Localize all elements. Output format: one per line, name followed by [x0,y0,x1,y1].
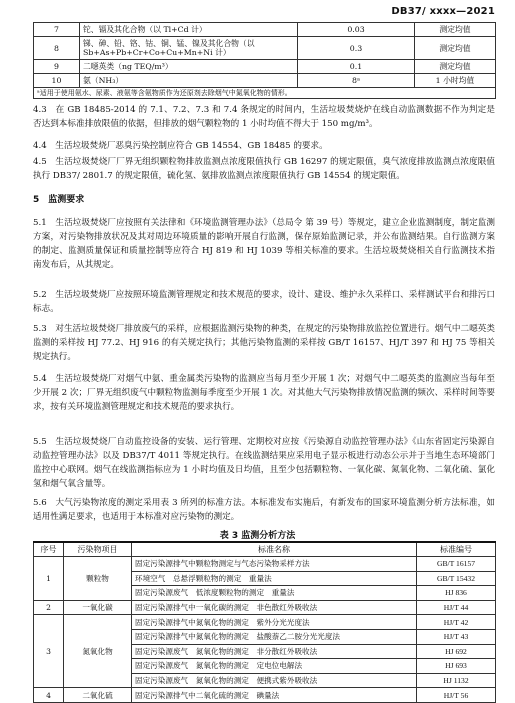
paragraph-5-5: 5.5 生活垃圾焚烧厂自动监控设备的安装、运行管理、定期校对应按《污染源自动监控管理办法》《山东省固定污染源自动监控管理办法》以及 DB37/T 4011 等规定执行。在线监测结果应采用电子显示板进行动态公示并于当地生态环境部门监控中心联网。烟气在线监测指标应为 1 小时均值及日均值，且至少包括颗粒物、一氧化碳、氮氧化物、二氧化硫、氯化氢和烟气氧含量等。 [33,437,495,489]
standard-code: GB/T 16157 [417,557,496,572]
table-row [34,37,496,60]
table-row [34,557,496,572]
group-number: 2 [34,600,64,615]
limit-value: 0.1 [298,60,415,74]
table-footnote-row [34,88,496,99]
section-heading: 5 监测要求 [33,195,85,205]
paragraph-4-5: 4.5 生活垃圾焚烧厂厂界无组织颗粒物排放监测点浓度限值执行 GB 16297 的规定限值，臭气浓度排放监测点浓度限值执行 DB37/ 2801.7 的规定限值，硫化氢、氨排放监测点浓度限值执行 GB 14554 的规定限值。 [33,157,495,181]
paragraph-5-6: 5.6 大气污染物浓度的测定采用表 3 所列的标准方法。本标准发布实施后，有新发布的国家环境监测分析方法标准，如适用性满足要求，也适用于本标准对应污染物的测定。 [33,498,495,522]
paragraph-5-1: 5.1 生活垃圾焚烧厂应按照有关法律和《环境监测管理办法》（总局令 第 39 号）等规定，建立企业监测制度，制定监测方案，对污染物排放状况及其对周边环境质量的影响开展自行监测，保存原始监测记录，并公布监测结果。自行监测方案的制定、监测质量保证和质量控制等应符合 HJ 819 和 HJ 1039 等相关标准的要求。生活垃圾焚烧相关自行监测技术指南发布后，从其规定。 [33,218,495,270]
column-header-code: 标准编号 [417,542,496,557]
limit-value: 8ᵃ [298,74,415,88]
paragraph-5-2: 5.2 生活垃圾焚烧厂应按照环境监测管理规定和技术规范的要求，设计、建设、维护永久采样口、采样测试平台和排污口标志。 [33,290,495,314]
limit-value: 0.03 [298,23,415,37]
standard-name: 固定污染源排气中一氧化碳的测定 非色散红外吸收法 [132,600,417,615]
standard-name: 环境空气 总悬浮颗粒物的测定 重量法 [132,571,417,586]
table-row [34,615,496,630]
pollutant-item: 二氧化硫 [64,688,132,703]
paragraph-4-4: 4.4 生活垃圾焚烧厂恶臭污染控制应符合 GB 14554、GB 18485 的要求。 [33,141,328,151]
monitoring-method-table [33,541,496,703]
averaging-time: 测定均值 [415,37,496,60]
standard-code: HJ/T 44 [417,600,496,615]
standard-name: 固定污染源排气中颗粒物测定与气态污染物采样方法 [132,557,417,572]
standard-name: 固定污染源废气 氮氧化物的测定 便携式紫外吸收法 [132,673,417,688]
paragraph-5-4: 5.4 生活垃圾焚烧厂对烟气中氨、重金属类污染物的监测应当每月至少开展 1 次；对烟气中二噁英类的监测应当每年至少开展 2 次；厂界无组织废气中颗粒物监测每季度至少开展 1 次。对其他大气污染物排放情况监测的频次、采样时间等要求，按有关环境监测管理规定和技术规范的要求执行。 [33,374,495,412]
table-header-row [34,542,496,557]
row-number: 8 [34,37,80,60]
pollutant-name: 锑、砷、铅、铬、钴、铜、锰、镍及其化合物（以 Sb+As+Pb+Cr+Co+Cu+Mn+Ni 计） [80,37,298,60]
standard-code: HJ 692 [417,644,496,659]
column-header-number: 序号 [34,542,64,557]
row-number: 10 [34,74,80,88]
table-title: 表 3 监测分析方法 [219,531,296,541]
standard-name: 固定污染源排气中二氧化硫的测定 碘量法 [132,688,417,703]
pollutant-name: 铊、镉及其化合物（以 Tl+Cd 计） [80,23,298,37]
pollutant-name: 二噁英类（ng TEQ/m³） [80,60,298,74]
standard-name: 固定污染源排气中氮氧化物的测定 盐酸萘乙二胺分光光度法 [132,629,417,644]
table-row [34,23,496,37]
limit-value: 0.3 [298,37,415,60]
standard-name: 固定污染源废气 氮氧化物的测定 定电位电解法 [132,659,417,674]
standard-name: 固定污染源废气 低浓度颗粒物的测定 重量法 [132,586,417,601]
column-header-item: 污染物项目 [64,542,132,557]
table-row [34,600,496,615]
table-row [34,688,496,703]
paragraph-5-3: 5.3 对生活垃圾焚烧厂排放废气的采样，应根据监测污染物的种类，在规定的污染物排放监控位置进行。烟气中二噁英类监测的采样按 HJ 77.2、HJ 916 的有关规定执行；其他污染物监测的采样按 GB/T 16157、HJ/T 397 和 HJ 75 等相关规定执行。 [33,324,495,362]
table-row [34,74,496,88]
group-number: 4 [34,688,64,703]
group-number: 1 [34,557,64,601]
emission-limit-table-continued [33,22,496,99]
group-number: 3 [34,615,64,688]
standard-code: GB/T 15432 [417,571,496,586]
table-footnote: ᵃ适用于使用氨水、尿素、液氨等含氨物质作为还原剂去除烟气中氮氧化物的情形。 [34,88,496,99]
standard-code: HJ/T 42 [417,615,496,630]
pollutant-item: 一氧化碳 [64,600,132,615]
standard-code: HJ/T 43 [417,629,496,644]
column-header-name: 标准名称 [132,542,417,557]
standard-code: HJ 836 [417,586,496,601]
row-number: 9 [34,60,80,74]
pollutant-item: 颗粒物 [64,557,132,601]
averaging-time: 1 小时均值 [415,74,496,88]
pollutant-name: 氨（NH₃） [80,74,298,88]
document-code: DB37/ xxxx—2021 [391,6,495,17]
table-row [34,60,496,74]
standard-name: 固定污染源废气 氮氧化物的测定 非分散红外吸收法 [132,644,417,659]
row-number: 7 [34,23,80,37]
paragraph-4-3: 4.3 在 GB 18485-2014 的 7.1、7.2、7.3 和 7.4 条规定的时间内，生活垃圾焚烧炉在线自动监测数据不作为判定是否达到本标准排放限值的依据，但排放的烟气颗粒物的 1 小时均值不得大于 150 mg/m³。 [33,105,495,129]
pollutant-item: 氮氧化物 [64,615,132,688]
standard-code: HJ 1132 [417,673,496,688]
standard-code: HJ 693 [417,659,496,674]
standard-name: 固定污染源排气中氮氧化物的测定 紫外分光光度法 [132,615,417,630]
averaging-time: 测定均值 [415,60,496,74]
standard-code: HJ/T 56 [417,688,496,703]
averaging-time: 测定均值 [415,23,496,37]
